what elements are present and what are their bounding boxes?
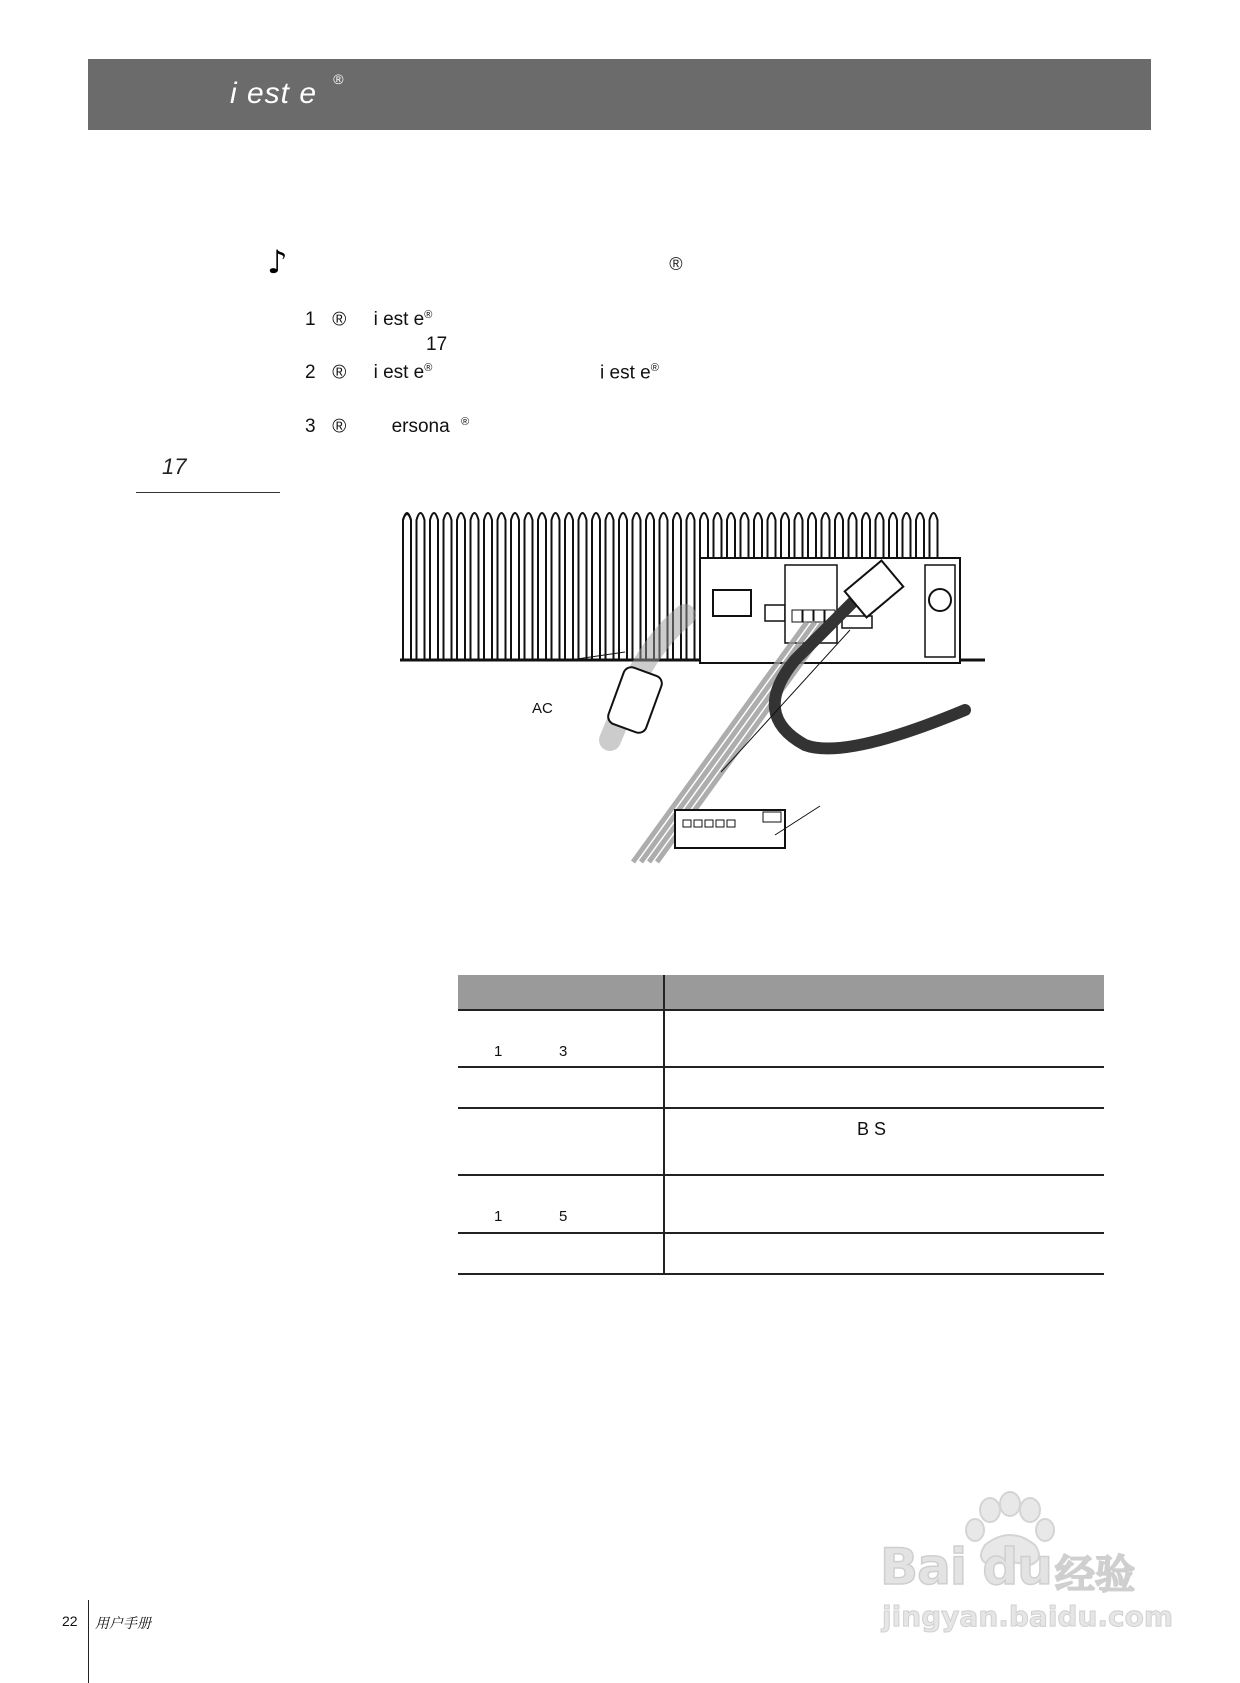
table-header-col-2	[665, 975, 1104, 1009]
table-row	[458, 1109, 1104, 1176]
step-reg: ®	[332, 416, 347, 438]
footer-rule	[88, 1600, 89, 1683]
footer-title: 用户手册	[95, 1615, 151, 1631]
heatsink-fin	[754, 513, 762, 558]
heatsink-fin	[849, 513, 857, 558]
page-number: 22	[62, 1613, 78, 1629]
heatsink-fin	[687, 513, 695, 660]
heatsink-fin	[444, 513, 452, 660]
heatsink-fin	[484, 513, 492, 660]
power-plug	[606, 665, 664, 735]
heatsink-fin	[781, 513, 789, 558]
step-number: 2	[305, 362, 316, 384]
heatsink-fin	[565, 513, 573, 660]
step-text: i est e	[373, 309, 425, 331]
heatsink-fin	[741, 513, 749, 558]
speaker-terminal	[803, 610, 813, 622]
watermark-brand: Bai du	[880, 1538, 1052, 1596]
heatsink-fin	[727, 513, 735, 558]
table-cell	[665, 1176, 1104, 1232]
step-1-line2: 17	[426, 334, 448, 355]
step-sup: ®	[424, 309, 433, 321]
table-row	[458, 1176, 1104, 1234]
table-cell	[458, 1068, 665, 1107]
table-cell	[458, 1109, 665, 1174]
heatsink-fin	[768, 513, 776, 558]
heatsink-fin	[538, 513, 546, 660]
heatsink-fin	[606, 513, 614, 660]
heatsink-fin	[930, 513, 938, 558]
table-cell: 3	[559, 1043, 568, 1060]
heatsink-fin	[903, 513, 911, 558]
heatsink-fin	[403, 513, 411, 660]
heatsink-fin	[822, 513, 830, 558]
step-text: ersona	[391, 416, 450, 438]
step-3	[305, 416, 469, 438]
heatsink-fin	[795, 513, 803, 558]
heatsink-fin	[511, 513, 519, 660]
heatsink-fin	[525, 513, 533, 660]
step-sup-b: ®	[650, 362, 659, 374]
heatsink-fin	[417, 513, 425, 660]
step-number: 3	[305, 416, 316, 438]
table-cell: B S	[857, 1119, 887, 1139]
step-sup: ®	[460, 416, 470, 428]
heatsink-fin	[457, 513, 465, 660]
table-cell: 1	[494, 1043, 503, 1060]
table-cell	[665, 1234, 1104, 1273]
speaker-terminal	[814, 610, 824, 622]
header-bar	[88, 59, 1151, 130]
watermark-cn: 经验	[1055, 1552, 1135, 1598]
power-inlet	[713, 590, 751, 616]
table-row	[458, 1011, 1104, 1068]
heatsink-fin	[592, 513, 600, 660]
heatsink-fin	[619, 513, 627, 660]
heatsink-fin	[430, 513, 438, 660]
table-cell	[665, 1011, 1104, 1066]
heatsink-fin	[700, 513, 708, 558]
heatsink-fin	[862, 513, 870, 558]
voltage-switch	[765, 605, 785, 621]
heatsink-fin	[876, 513, 884, 558]
watermark-url: jingyan.baidu.com	[882, 1600, 1174, 1633]
rear-panel-illustration	[395, 500, 1035, 920]
heatsink-fin	[714, 513, 722, 558]
heatsink-fin	[808, 513, 816, 558]
step-text: i est e	[373, 362, 425, 384]
table-header	[458, 975, 1104, 1011]
table-cell: 1	[494, 1208, 503, 1225]
table-row	[458, 1068, 1104, 1109]
speaker-terminal	[792, 610, 802, 622]
heatsink-fin	[579, 513, 587, 660]
step-1	[305, 309, 432, 331]
heatsink-fin	[552, 513, 560, 660]
step-2-product	[600, 362, 659, 384]
step-text-b: i est e	[600, 362, 651, 384]
music-note-icon: ♪	[267, 243, 288, 281]
heatsink-fin	[916, 513, 924, 558]
heatsink-fin	[471, 513, 479, 660]
page-reference-rule	[136, 492, 280, 493]
table-header-col-1	[458, 975, 665, 1009]
bose-link-port	[929, 589, 951, 611]
registered-mark: ®	[333, 71, 344, 87]
step-sup: ®	[424, 362, 433, 374]
heatsink-fin	[498, 513, 506, 660]
note-registered-mark: ®	[669, 254, 683, 274]
heatsink-fin	[889, 513, 897, 558]
step-number: 1	[305, 309, 316, 331]
settings-table	[458, 975, 1104, 1275]
step-reg: ®	[332, 309, 347, 331]
step-reg: ®	[332, 362, 347, 384]
ac-label: AC	[532, 700, 553, 717]
table-cell	[458, 1234, 665, 1273]
page-title: i est e	[230, 77, 318, 110]
table-cell: 5	[559, 1208, 568, 1225]
heatsink-fin	[835, 513, 843, 558]
table-row	[458, 1234, 1104, 1275]
table-cell	[665, 1068, 1104, 1107]
step-2	[305, 362, 432, 384]
heatsink-fin	[633, 513, 641, 660]
page-reference: 17	[162, 454, 187, 479]
